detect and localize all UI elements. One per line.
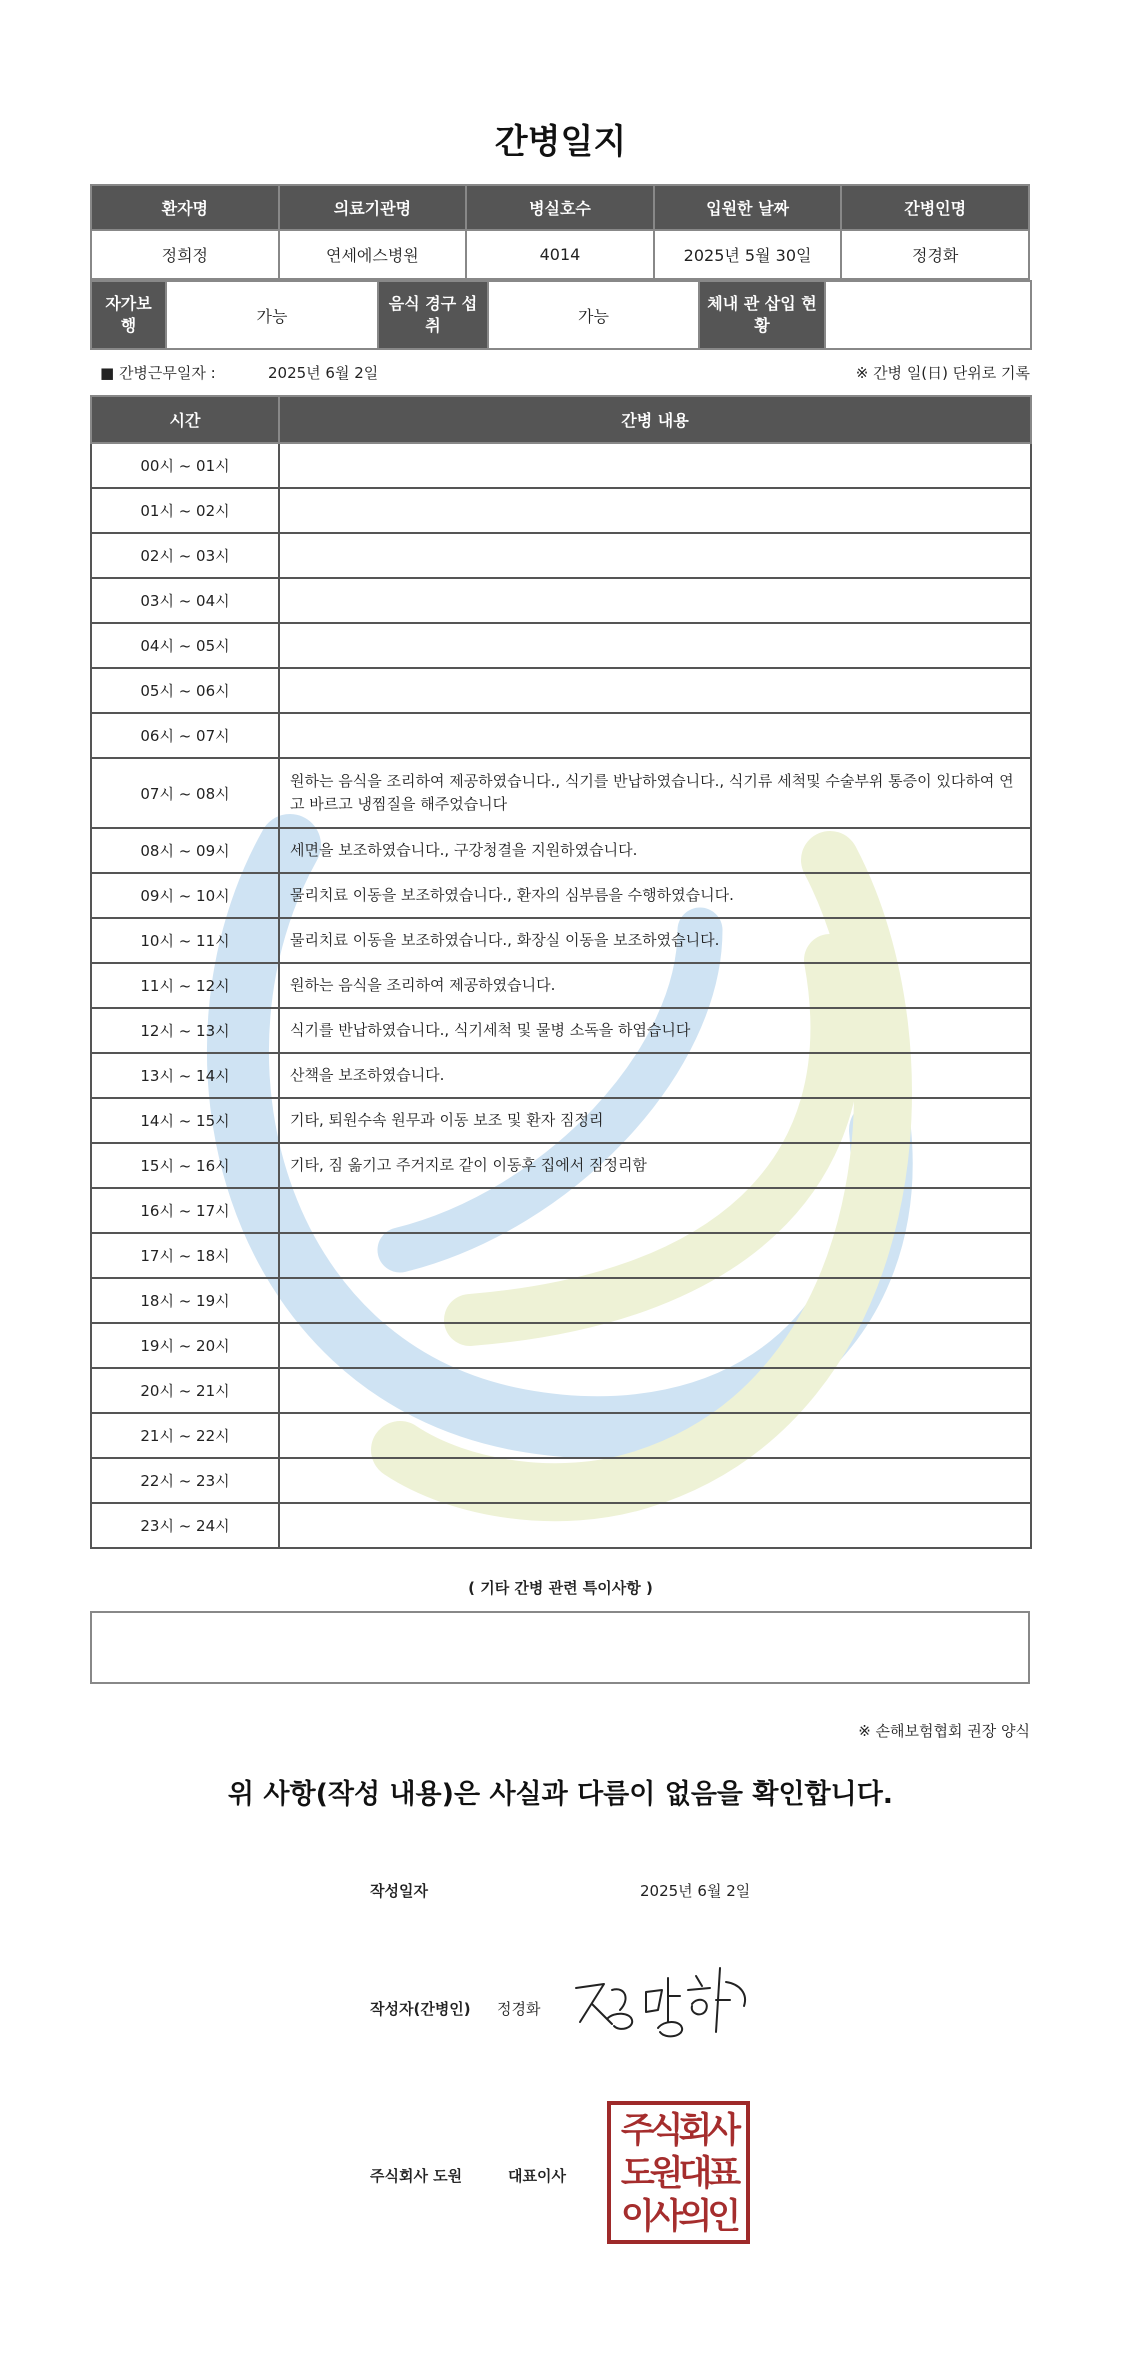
row-content [279,668,1031,713]
row-content: 물리치료 이동을 보조하였습니다., 화장실 이동을 보조하였습니다. [279,918,1031,963]
table-row [91,668,1031,713]
row-content [279,1368,1031,1413]
oral-intake-value: 가능 [488,281,699,349]
row-time: 17시 ~ 18시 [91,1233,279,1278]
row-content [279,1458,1031,1503]
row-time: 01시 ~ 02시 [91,488,279,533]
table-row [91,1323,1031,1368]
row-content [279,533,1031,578]
write-date-value: 2025년 6월 2일 [640,1882,751,1900]
self-walk-label: 자가보행 [91,281,166,349]
row-content: 산책을 보조하였습니다. [279,1053,1031,1098]
row-time: 06시 ~ 07시 [91,713,279,758]
table-row [91,1053,1031,1098]
row-time: 09시 ~ 10시 [91,873,279,918]
confirmation-statement: 위 사항(작성 내용)은 사실과 다름이 없음을 확인합니다. [227,1779,894,1810]
daily-record-note: ※ 간병 일(日) 단위로 기록 [855,364,1030,382]
row-content [279,1503,1031,1548]
table-row [91,713,1031,758]
row-time: 19시 ~ 20시 [91,1323,279,1368]
table-row [91,488,1031,533]
room-number: 4014 [466,230,654,279]
row-content: 식기를 반납하였습니다., 식기세척 및 물병 소독을 하엽습니다 [279,1008,1031,1053]
table-row [91,1008,1031,1053]
company-label: 주식회사 도원 [370,2167,463,2185]
row-content [279,623,1031,668]
handwritten-signature [568,1960,768,2042]
insurance-association-note: ※ 손해보험협회 권장 양식 [858,1722,1030,1740]
row-content [279,1323,1031,1368]
row-time: 23시 ~ 24시 [91,1503,279,1548]
row-time: 20시 ~ 21시 [91,1368,279,1413]
special-notes-box [90,1611,1030,1684]
log-header-time: 시간 [91,396,279,443]
header-hospital: 의료기관명 [279,185,467,230]
table-row [91,1368,1031,1413]
table-row [91,1278,1031,1323]
seal-line: 도원대표 [620,2154,737,2194]
header-admission-date: 입원한 날짜 [654,185,842,230]
duty-date-line [100,362,378,383]
table-row [91,623,1031,668]
patient-status-table [90,280,1032,350]
row-content: 세면을 보조하였습니다., 구강청결을 지원하였습니다. [279,828,1031,873]
row-time: 00시 ~ 01시 [91,443,279,488]
company-seal-stamp [607,2101,750,2244]
row-time: 15시 ~ 16시 [91,1143,279,1188]
row-time: 12시 ~ 13시 [91,1008,279,1053]
write-date-label: 작성일자 [370,1882,428,1900]
caregiver-name: 정경화 [841,230,1029,279]
row-time: 05시 ~ 06시 [91,668,279,713]
row-content [279,443,1031,488]
row-content: 물리치료 이동을 보조하였습니다., 환자의 심부름을 수행하였습니다. [279,873,1031,918]
seal-line: 이사의인 [620,2197,737,2237]
seal-line: 주식회사 [620,2111,737,2151]
header-room: 병실호수 [466,185,654,230]
table-row [91,443,1031,488]
tube-value [825,281,1031,349]
row-time: 03시 ~ 04시 [91,578,279,623]
row-time: 10시 ~ 11시 [91,918,279,963]
row-time: 11시 ~ 12시 [91,963,279,1008]
table-row [91,758,1031,828]
table-row [91,918,1031,963]
special-notes-title: ( 기타 간병 관련 특이사항 ) [468,1579,653,1597]
duty-date-label: ■ 간병근무일자 : [100,364,216,382]
row-time: 14시 ~ 15시 [91,1098,279,1143]
row-content [279,713,1031,758]
table-row [91,873,1031,918]
row-content: 원하는 음식을 조리하여 제공하였습니다. [279,963,1031,1008]
table-row [91,1458,1031,1503]
row-content: 기타, 짐 옮기고 주거지로 같이 이동후 집에서 짐정리함 [279,1143,1031,1188]
row-content: 기타, 퇴원수속 원무과 이동 보조 및 환자 짐정리 [279,1098,1031,1143]
admission-date: 2025년 5월 30일 [654,230,842,279]
row-time: 04시 ~ 05시 [91,623,279,668]
patient-info-table [90,184,1030,280]
row-content [279,1413,1031,1458]
row-time: 02시 ~ 03시 [91,533,279,578]
writer-name: 정경화 [497,2000,541,2018]
row-content [279,1278,1031,1323]
oral-intake-label: 음식 경구 섭취 [378,281,488,349]
table-row [91,533,1031,578]
table-row [91,1233,1031,1278]
table-row [91,1143,1031,1188]
hospital-name: 연세에스병원 [279,230,467,279]
self-walk-value: 가능 [166,281,378,349]
row-time: 18시 ~ 19시 [91,1278,279,1323]
table-row [91,828,1031,873]
patient-name: 정희정 [91,230,279,279]
row-time: 16시 ~ 17시 [91,1188,279,1233]
duty-date-value: 2025년 6월 2일 [268,364,379,382]
writer-label: 작성자(간병인) [370,2000,471,2018]
document-title: 간병일지 [494,122,627,162]
table-row [91,1503,1031,1548]
header-caregiver: 간병인명 [841,185,1029,230]
header-patient-name: 환자명 [91,185,279,230]
row-time: 07시 ~ 08시 [91,758,279,828]
table-row [91,1413,1031,1458]
row-time: 13시 ~ 14시 [91,1053,279,1098]
row-content [279,1188,1031,1233]
row-content [279,578,1031,623]
table-row [91,1098,1031,1143]
tube-label: 체내 관 삽입 현황 [699,281,825,349]
table-row [91,963,1031,1008]
row-time: 21시 ~ 22시 [91,1413,279,1458]
signature-text: 정경화 [568,2040,571,2041]
care-log-table [90,395,1032,1549]
row-content: 원하는 음식을 조리하여 제공하였습니다., 식기를 반납하였습니다., 식기류 세척및 수술부위 통증이 있다하여 연고 바르고 냉찜질을 해주었습니다 [279,758,1031,828]
log-header-content: 간병 내용 [279,396,1031,443]
row-content [279,1233,1031,1278]
ceo-label: 대표이사 [508,2167,566,2185]
table-row [91,1188,1031,1233]
row-content [279,488,1031,533]
row-time: 22시 ~ 23시 [91,1458,279,1503]
row-time: 08시 ~ 09시 [91,828,279,873]
table-row [91,578,1031,623]
